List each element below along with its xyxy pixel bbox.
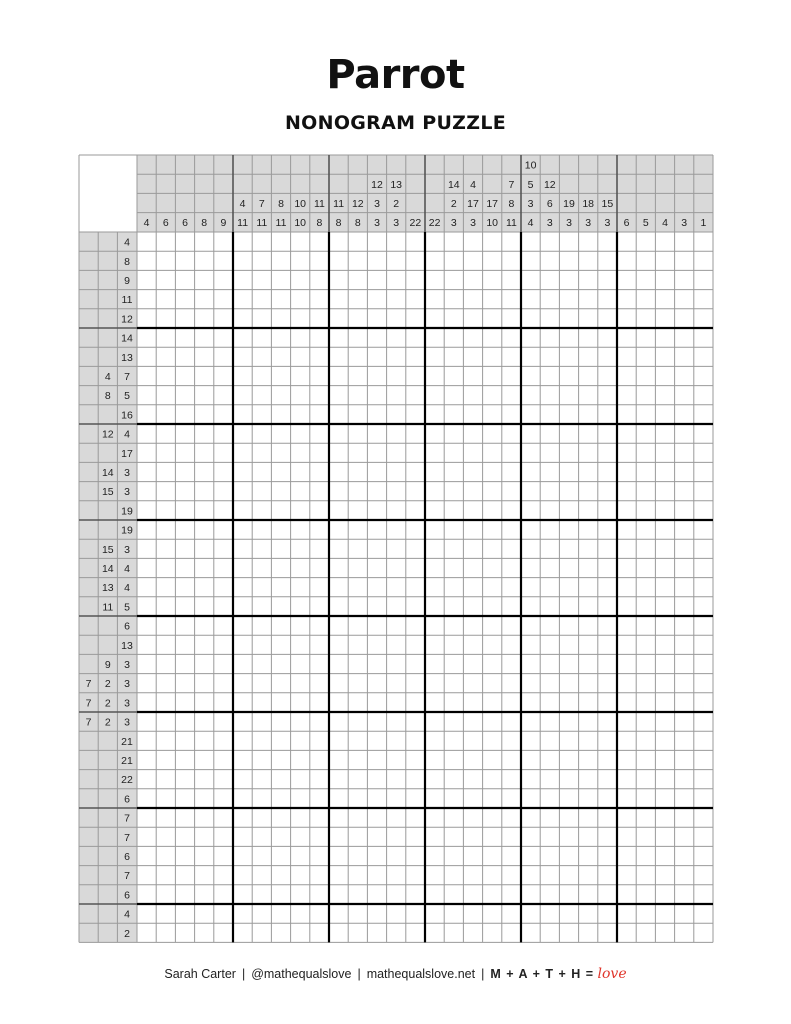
column-clue-number: 18 (582, 198, 595, 210)
column-clue-number: 2 (450, 198, 457, 210)
row-clue-number: 3 (124, 678, 130, 691)
row-clue-number: 2 (104, 716, 111, 729)
puzzle-title: Parrot (326, 52, 465, 98)
row-clue-number: 6 (124, 620, 130, 633)
column-clue-number: 3 (374, 217, 380, 230)
row-clue-number: 7 (124, 812, 130, 825)
row-clue-number: 19 (121, 505, 133, 518)
column-clue-number: 11 (256, 217, 268, 230)
column-clue-number: 8 (278, 198, 284, 210)
column-clue-number: 10 (524, 159, 537, 172)
column-clue-number: 10 (294, 198, 307, 210)
column-clue-number: 17 (467, 198, 479, 210)
column-clue-number: 7 (258, 198, 265, 210)
row-clue-number: 2 (124, 927, 130, 940)
row-clue-number: 13 (121, 639, 133, 652)
row-clue-number: 4 (124, 428, 130, 441)
row-clue-number: 22 (121, 774, 133, 787)
column-clue-number: 1 (700, 217, 707, 230)
column-clue-number: 7 (508, 178, 515, 191)
column-clue-number: 8 (335, 217, 342, 230)
footer-site: mathequalslove.net (366, 967, 476, 981)
column-clue-number: 15 (601, 198, 614, 210)
row-clue-number: 8 (104, 390, 111, 403)
row-clue-number: 4 (124, 236, 130, 249)
row-clue-number: 13 (121, 351, 133, 364)
footer: Sarah Carter | @mathequalslove | mathequalslove.net | M + A + T + H = love (164, 966, 627, 982)
row-clue-number: 3 (124, 716, 130, 729)
column-clue-number: 11 (313, 198, 325, 210)
column-clue-number: 6 (162, 217, 169, 230)
row-clue-number: 12 (101, 428, 114, 441)
row-clue-number: 5 (124, 390, 130, 403)
column-clue-number: 4 (662, 217, 668, 230)
row-clue-number: 15 (101, 486, 114, 499)
column-clue-number: 3 (681, 217, 688, 230)
column-clue-number: 17 (486, 198, 499, 210)
row-clue-number: 4 (124, 563, 130, 575)
row-clue-number: 15 (101, 543, 114, 556)
row-clue-number: 14 (101, 467, 114, 479)
column-clue-number: 22 (409, 217, 422, 230)
column-clue-number: 10 (294, 217, 307, 230)
row-clue-number: 2 (104, 697, 111, 710)
column-clue-number: 3 (566, 217, 572, 230)
row-clue-number: 19 (121, 524, 133, 537)
column-clue-number: 8 (354, 217, 361, 230)
column-clue-number: 8 (201, 217, 208, 230)
footer-author: Sarah Carter (164, 967, 236, 981)
column-clue-number: 6 (546, 198, 553, 210)
column-clue-number: 8 (316, 217, 323, 230)
row-clue-number: 7 (85, 697, 92, 710)
row-clue-number: 4 (124, 908, 130, 921)
column-clue-number: 4 (239, 198, 246, 210)
column-clue-number: 2 (393, 198, 400, 210)
column-clue-number: 11 (237, 217, 249, 230)
puzzle-subtitle: NONOGRAM PUZZLE (284, 112, 507, 134)
row-clue-number: 3 (124, 467, 130, 479)
row-clue-number: 3 (124, 486, 130, 499)
row-clue-number: 17 (121, 447, 133, 460)
row-clue-number: 7 (124, 371, 130, 383)
column-clue-number: 12 (371, 178, 383, 191)
row-clue-number: 9 (124, 275, 130, 287)
column-clue-number: 4 (470, 178, 476, 191)
row-clue-number: 6 (124, 793, 130, 806)
row-clue-number: 12 (121, 313, 133, 326)
row-clue-number: 14 (101, 563, 114, 575)
footer-handle: @mathequalslove (251, 967, 352, 981)
row-clue-number: 3 (124, 543, 130, 556)
row-clue-number: 8 (124, 255, 130, 268)
column-clue-number: 10 (486, 217, 499, 230)
row-clue-number: 7 (85, 678, 92, 691)
column-clue-number: 3 (585, 217, 592, 230)
column-clue-number: 22 (428, 217, 441, 230)
column-clue-number: 12 (543, 178, 556, 191)
column-clue-number: 14 (447, 178, 460, 191)
column-clue-number: 11 (275, 217, 287, 230)
column-clue-number: 3 (393, 217, 400, 230)
row-clue-number: 11 (121, 294, 133, 307)
row-clue-number: 5 (124, 601, 130, 614)
column-clue-number: 3 (470, 217, 476, 230)
column-clue-number: 3 (527, 198, 534, 210)
column-clue-number: 11 (333, 198, 345, 210)
row-clue-number: 3 (124, 697, 130, 710)
column-clue-number: 11 (505, 217, 517, 230)
row-clue-number: 7 (124, 870, 130, 883)
column-clue-number: 5 (527, 178, 534, 191)
row-clue-number: 21 (121, 755, 133, 767)
row-clue-number: 7 (124, 831, 130, 844)
row-clue-number: 14 (121, 332, 133, 345)
column-clue-number: 3 (374, 198, 380, 210)
row-clue-number: 7 (85, 716, 92, 729)
row-clue-number: 11 (102, 601, 114, 614)
column-clue-number: 4 (143, 217, 150, 230)
footer-brand: M + A + T + H = (490, 967, 595, 981)
row-clue-number: 6 (124, 889, 130, 902)
column-clue-number: 5 (642, 217, 649, 230)
row-clue-number: 16 (121, 409, 133, 422)
column-clue-number: 6 (182, 217, 188, 230)
column-clue-number: 3 (450, 217, 457, 230)
row-clue-number: 9 (104, 659, 111, 671)
row-clue-number: 2 (104, 678, 111, 691)
row-clue-number: 13 (101, 582, 114, 595)
row-clue-number: 3 (124, 659, 130, 671)
column-clue-number: 4 (527, 217, 534, 230)
column-clue-number: 6 (623, 217, 630, 230)
row-clue-number: 6 (124, 851, 130, 863)
column-clue-number: 9 (220, 217, 227, 230)
row-clue-number: 21 (121, 735, 133, 748)
column-clue-number: 3 (604, 217, 611, 230)
footer-love-logo: love (597, 966, 627, 982)
column-clue-number: 8 (508, 198, 515, 210)
row-clue-number: 4 (104, 371, 111, 383)
row-clue-number: 4 (124, 582, 130, 595)
column-clue-number: 19 (563, 198, 575, 210)
column-clue-number: 3 (546, 217, 553, 230)
column-clue-number: 13 (390, 178, 403, 191)
column-clue-number: 12 (351, 198, 364, 210)
